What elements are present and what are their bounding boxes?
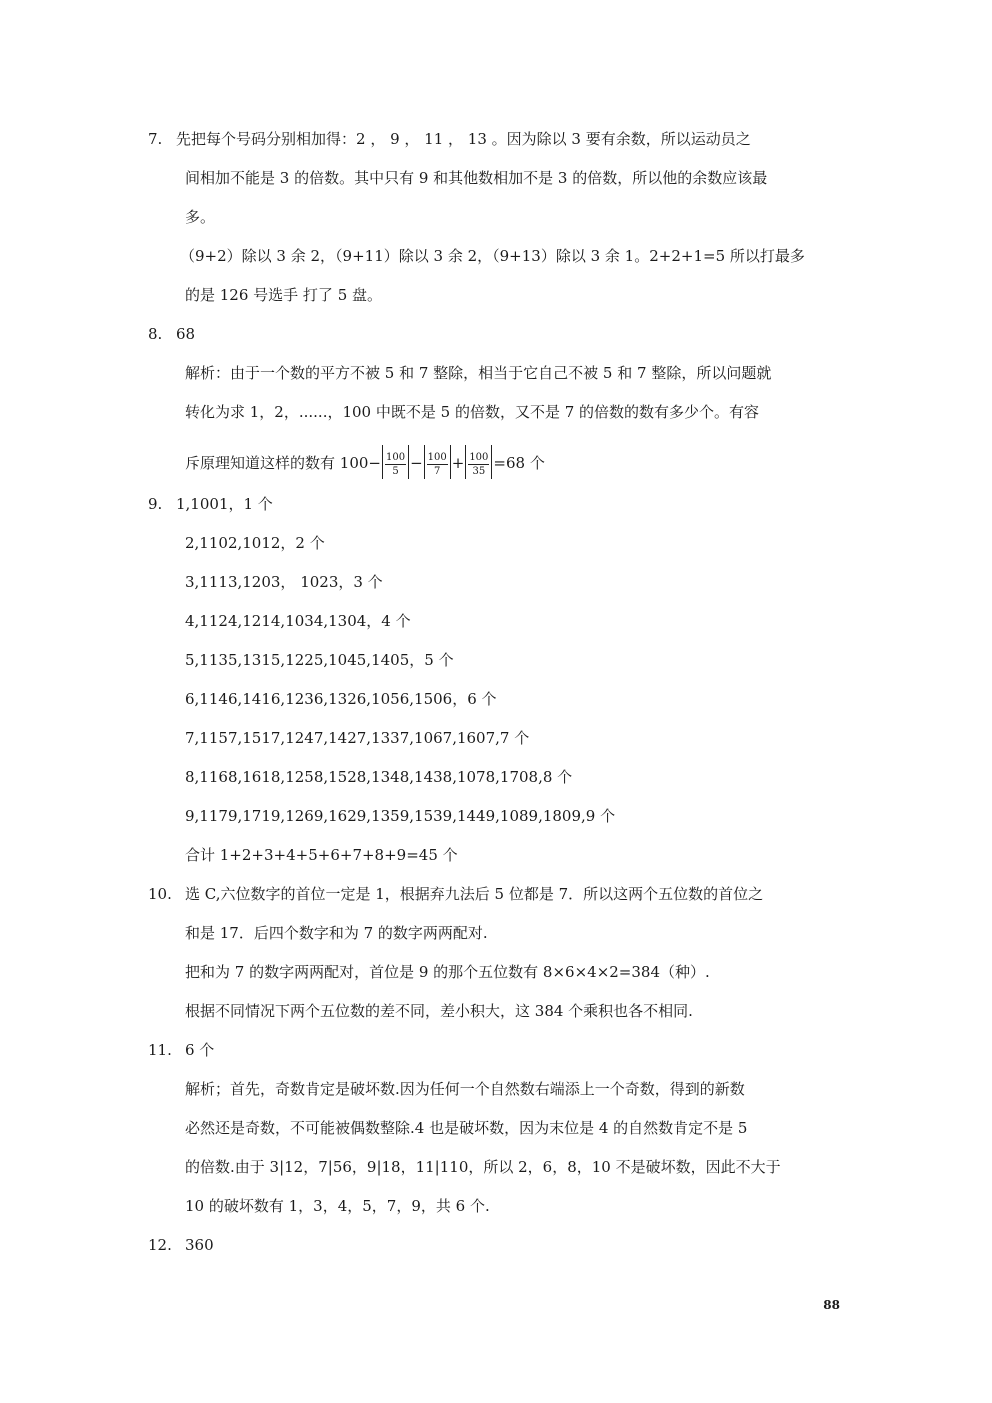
item-8-line-1: 解析：由于一个数的平方不被 5 和 7 整除，相当于它自己不被 5 和 7 整除，所以问题就 xyxy=(185,364,772,382)
fraction-2-denominator: 7 xyxy=(434,466,441,477)
item-7-line-4: （9+2）除以 3 余 2，（9+11）除以 3 余 2，（9+13）除以 3 余 1。2+2+1=5 所以打最多 xyxy=(180,247,805,265)
fraction-2-numerator: 100 xyxy=(427,452,447,463)
item-7-line-1: 先把每个号码分别相加得：2 ， 9 ， 11 ， 13 。因为除以 3 要有余数，所以运动员之 xyxy=(176,130,751,148)
item-9-line-7: 7,1157,1517,1247,1427,1337,1067,1607,7 个 xyxy=(185,729,530,747)
item-9-line-2: 2,1102,1012，2 个 xyxy=(185,534,325,552)
item-9-line-8: 8,1168,1618,1258,1528,1348,1438,1078,1708,8 个 xyxy=(185,768,573,786)
item-8-line-2: 转化为求 1，2，......，100 中既不是 5 的倍数，又不是 7 的倍数的数有多少个。有容 xyxy=(185,403,760,421)
item-11-line-1: 解析；首先，奇数肯定是破坏数.因为任何一个自然数右端添上一个奇数，得到的新数 xyxy=(185,1080,745,1098)
fraction-3-numerator: 100 xyxy=(469,452,489,463)
formula-prefix: 斥原理知道这样的数有 100− xyxy=(185,454,381,472)
fraction-1-denominator: 5 xyxy=(392,466,399,477)
item-9-line-9: 9,1179,1719,1269,1629,1359,1539,1449,1089,1809,9 个 xyxy=(185,807,616,825)
item-8-number: 8. xyxy=(148,325,163,343)
item-11-line-3: 的倍数.由于 3|12，7|56，9|18，11|110，所以 2，6，8，10 不是破坏数，因此不大于 xyxy=(185,1158,781,1176)
item-11-line-2: 必然还是奇数，不可能被偶数整除.4 也是破坏数，因为末位是 4 的自然数肯定不是 5 xyxy=(185,1119,748,1137)
item-9-line-4: 4,1124,1214,1034,1304，4 个 xyxy=(185,612,411,630)
item-9-number: 9. xyxy=(148,495,163,513)
item-10-line-1: 选 C,六位数字的首位一定是 1，根据弃九法后 5 位都是 7．所以这两个五位数的首位之 xyxy=(185,885,764,903)
formula-suffix: =68 个 xyxy=(493,454,545,472)
item-9-total: 合计 1+2+3+4+5+6+7+8+9=45 个 xyxy=(185,846,458,864)
item-10-line-4: 根据不同情况下两个五位数的差不同，差小积大，这 384 个乘积也各不相同. xyxy=(185,1002,693,1020)
floor-bracket-2 xyxy=(424,445,451,479)
item-7-line-2: 间相加不能是 3 的倍数。其中只有 9 和其他数相加不是 3 的倍数，所以他的余数应该最 xyxy=(185,169,768,187)
item-7-number: 7. xyxy=(148,130,163,148)
item-10-line-2: 和是 17．后四个数字和为 7 的数字两两配对. xyxy=(185,924,488,942)
page-number: 88 xyxy=(823,1298,840,1312)
item-11-number: 11. xyxy=(148,1041,172,1059)
item-9-line-1: 1,1001，1 个 xyxy=(176,495,273,513)
item-12-number: 12. xyxy=(148,1236,172,1254)
item-8-answer: 68 xyxy=(176,325,196,343)
floor-bracket-3 xyxy=(465,445,492,479)
item-10-line-3: 把和为 7 的数字两两配对，首位是 9 的那个五位数有 8×6×4×2=384（种）. xyxy=(185,963,710,981)
item-9-line-6: 6,1146,1416,1236,1326,1056,1506，6 个 xyxy=(185,690,497,708)
formula-op-1: − xyxy=(410,454,423,472)
item-10-number: 10. xyxy=(148,885,172,903)
item-7-line-5: 的是 126 号选手 打了 5 盘。 xyxy=(185,286,383,304)
item-8-formula-line xyxy=(185,447,545,481)
formula-op-2: + xyxy=(451,454,465,472)
item-12-answer: 360 xyxy=(185,1236,214,1254)
floor-bracket-1 xyxy=(382,445,409,479)
item-11-answer: 6 个 xyxy=(185,1041,215,1059)
item-11-line-4: 10 的破坏数有 1，3，4，5，7，9，共 6 个. xyxy=(185,1197,490,1215)
fraction-3-denominator: 35 xyxy=(472,466,486,477)
item-9-line-5: 5,1135,1315,1225,1045,1405，5 个 xyxy=(185,651,454,669)
item-9-line-3: 3,1113,1203， 1023，3 个 xyxy=(185,573,383,591)
item-7-line-3: 多。 xyxy=(185,208,216,226)
fraction-1-numerator: 100 xyxy=(385,452,406,463)
